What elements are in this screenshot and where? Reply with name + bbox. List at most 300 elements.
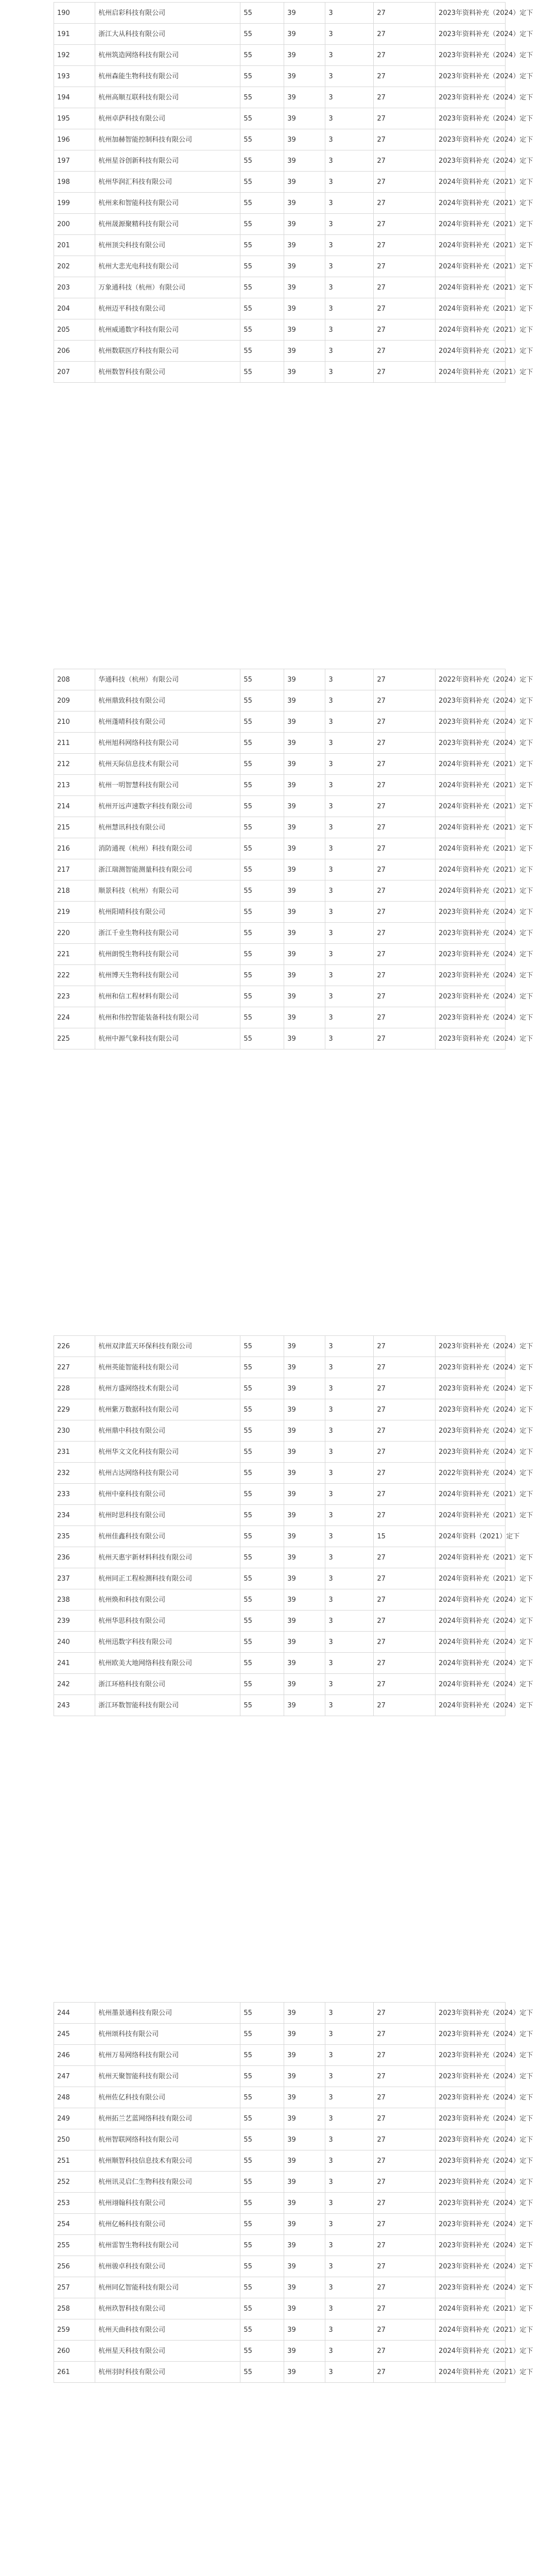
score-b: 39 (284, 2129, 325, 2150)
company-name: 杭州万易网络科技有限公司 (95, 2045, 240, 2066)
score-a: 55 (240, 1007, 284, 1028)
company-name: 杭州加赫智能控制科技有限公司 (95, 129, 240, 150)
score-d: 27 (374, 319, 436, 341)
row-number: 213 (54, 775, 95, 796)
company-name: 杭州英能智能科技有限公司 (95, 1357, 240, 1378)
score-d: 27 (374, 172, 436, 193)
table-row (54, 2256, 506, 2277)
score-b: 39 (284, 1484, 325, 1505)
score-b: 39 (284, 2172, 325, 2193)
score-a: 55 (240, 838, 284, 859)
score-b: 39 (284, 24, 325, 45)
table-row (54, 923, 506, 944)
score-b: 39 (284, 1420, 325, 1442)
status-note: 2023年资料补充（2024）定下 (436, 733, 506, 754)
score-b: 39 (284, 1442, 325, 1463)
score-c: 3 (325, 859, 374, 880)
table-row (54, 1695, 506, 1716)
table-row (54, 733, 506, 754)
score-c: 3 (325, 754, 374, 775)
company-name: 消防通视（杭州）科技有限公司 (95, 838, 240, 859)
score-b: 39 (284, 838, 325, 859)
row-number: 252 (54, 2172, 95, 2193)
score-c: 3 (325, 711, 374, 733)
score-b: 39 (284, 214, 325, 235)
score-a: 55 (240, 2214, 284, 2235)
status-note: 2024年资料补充（2021）定下 (436, 880, 506, 902)
score-d: 27 (374, 2150, 436, 2172)
status-note: 2023年资料补充（2024）定下 (436, 1378, 506, 1399)
score-b: 39 (284, 1589, 325, 1611)
score-b: 39 (284, 256, 325, 277)
company-name: 杭州中豪科技有限公司 (95, 1484, 240, 1505)
score-d: 27 (374, 1028, 436, 1049)
score-d: 27 (374, 2003, 436, 2024)
row-number: 236 (54, 1547, 95, 1568)
company-name: 杭州古达网络科技有限公司 (95, 1463, 240, 1484)
table-row (54, 256, 506, 277)
score-b: 39 (284, 965, 325, 986)
score-a: 55 (240, 1611, 284, 1632)
table-row (54, 711, 506, 733)
company-name: 杭州天惠宇新材料科技有限公司 (95, 1547, 240, 1568)
score-c: 3 (325, 3, 374, 24)
score-d: 27 (374, 150, 436, 172)
score-b: 39 (284, 669, 325, 690)
status-note: 2024年资料补充（2021）定下 (436, 2341, 506, 2362)
company-name: 杭州双津蓝天环保科技有限公司 (95, 1336, 240, 1357)
row-number: 255 (54, 2235, 95, 2256)
score-d: 27 (374, 66, 436, 87)
company-name: 杭州筑造网络科技有限公司 (95, 45, 240, 66)
table-row (54, 129, 506, 150)
company-name: 杭州玖智科技有限公司 (95, 2298, 240, 2319)
table-row (54, 2319, 506, 2341)
score-b: 39 (284, 319, 325, 341)
score-a: 55 (240, 1399, 284, 1420)
status-note: 2023年资料补充（2024）定下 (436, 2214, 506, 2235)
score-c: 3 (325, 2362, 374, 2383)
score-c: 3 (325, 2235, 374, 2256)
row-number: 192 (54, 45, 95, 66)
company-name: 杭州天曲科技有限公司 (95, 2319, 240, 2341)
score-c: 3 (325, 880, 374, 902)
company-name: 杭州佐亿科技有限公司 (95, 2087, 240, 2108)
score-a: 55 (240, 754, 284, 775)
status-note: 2023年资料补充（2024）定下 (436, 1442, 506, 1463)
table-row (54, 1399, 506, 1420)
table-row (54, 1442, 506, 1463)
status-note: 2024年资料补充（2021）定下 (436, 172, 506, 193)
score-d: 27 (374, 1484, 436, 1505)
company-name: 杭州数联医疗科技有限公司 (95, 341, 240, 362)
table-row (54, 2045, 506, 2066)
company-name: 顺景科技（杭州）有限公司 (95, 880, 240, 902)
table-row (54, 277, 506, 298)
score-b: 39 (284, 87, 325, 108)
score-d: 27 (374, 2362, 436, 2383)
company-name: 杭州来和智能科技有限公司 (95, 193, 240, 214)
status-note: 2024年资料补充（2021）定下 (436, 775, 506, 796)
table-row (54, 1632, 506, 1653)
score-a: 55 (240, 2235, 284, 2256)
score-a: 55 (240, 880, 284, 902)
status-note: 2024年资料补充（2021）定下 (436, 2298, 506, 2319)
table-row (54, 1589, 506, 1611)
score-c: 3 (325, 2172, 374, 2193)
score-a: 55 (240, 1378, 284, 1399)
score-c: 3 (325, 1007, 374, 1028)
table-row (54, 362, 506, 383)
score-b: 39 (284, 944, 325, 965)
company-name: 杭州鼎中科技有限公司 (95, 1420, 240, 1442)
score-c: 3 (325, 902, 374, 923)
company-name: 杭州迅数字科技有限公司 (95, 1632, 240, 1653)
table-row (54, 2277, 506, 2298)
company-name: 杭州晟源聚精科技有限公司 (95, 214, 240, 235)
company-name: 杭州紫万数据科技有限公司 (95, 1399, 240, 1420)
company-name: 杭州骏卓科技有限公司 (95, 2256, 240, 2277)
company-name: 杭州迈平科技有限公司 (95, 298, 240, 319)
score-a: 55 (240, 902, 284, 923)
company-name: 杭州同正工程检测科技有限公司 (95, 1568, 240, 1589)
score-c: 3 (325, 2214, 374, 2235)
table-row (54, 172, 506, 193)
table-row (54, 2003, 506, 2024)
score-c: 3 (325, 2045, 374, 2066)
score-a: 55 (240, 172, 284, 193)
score-d: 27 (374, 1674, 436, 1695)
row-number: 230 (54, 1420, 95, 1442)
row-number: 197 (54, 150, 95, 172)
record-table (54, 2, 533, 383)
score-d: 27 (374, 1505, 436, 1526)
score-c: 3 (325, 838, 374, 859)
status-note: 2023年资料补充（2024）定下 (436, 2235, 506, 2256)
row-number: 212 (54, 754, 95, 775)
score-d: 27 (374, 2277, 436, 2298)
row-number: 209 (54, 690, 95, 711)
score-b: 39 (284, 2193, 325, 2214)
score-b: 39 (284, 3, 325, 24)
score-c: 3 (325, 1336, 374, 1357)
status-note: 2024年资料补充（2021）定下 (436, 2319, 506, 2341)
status-note: 2024年资料补充（2024）定下 (436, 1695, 506, 1716)
table-row (54, 108, 506, 129)
company-name: 杭州天际信息技术有限公司 (95, 754, 240, 775)
score-d: 27 (374, 775, 436, 796)
score-c: 3 (325, 298, 374, 319)
table-row (54, 87, 506, 108)
status-note: 2023年资料补充（2024）定下 (436, 2129, 506, 2150)
status-note: 2023年资料补充（2024）定下 (436, 150, 506, 172)
score-b: 39 (284, 2003, 325, 2024)
score-a: 55 (240, 108, 284, 129)
status-note: 2023年资料补充（2024）定下 (436, 24, 506, 45)
table-row (54, 1357, 506, 1378)
score-a: 55 (240, 87, 284, 108)
score-d: 27 (374, 362, 436, 383)
table-row (54, 235, 506, 256)
row-number: 214 (54, 796, 95, 817)
company-name: 杭州佳鑫科技有限公司 (95, 1526, 240, 1547)
status-note: 2023年资料补充（2024）定下 (436, 2150, 506, 2172)
company-name: 杭州数智科技有限公司 (95, 362, 240, 383)
score-c: 3 (325, 66, 374, 87)
table-row (54, 1674, 506, 1695)
score-b: 39 (284, 341, 325, 362)
table-row (54, 1463, 506, 1484)
score-b: 39 (284, 2277, 325, 2298)
score-c: 3 (325, 986, 374, 1007)
score-c: 3 (325, 172, 374, 193)
score-c: 3 (325, 1526, 374, 1547)
score-b: 39 (284, 1336, 325, 1357)
row-number: 203 (54, 277, 95, 298)
row-number: 231 (54, 1442, 95, 1463)
score-a: 55 (240, 944, 284, 965)
score-a: 55 (240, 2024, 284, 2045)
status-note: 2022年资料补充（2024）定下 (436, 669, 506, 690)
score-a: 55 (240, 1632, 284, 1653)
score-d: 15 (374, 1526, 436, 1547)
status-note: 2023年资料补充（2024）定下 (436, 66, 506, 87)
row-number: 261 (54, 2362, 95, 2383)
score-c: 3 (325, 150, 374, 172)
score-a: 55 (240, 341, 284, 362)
score-c: 3 (325, 965, 374, 986)
status-note: 2024年资料补充（2021）定下 (436, 319, 506, 341)
score-a: 55 (240, 859, 284, 880)
company-name: 杭州方盛网络技术有限公司 (95, 1378, 240, 1399)
score-d: 27 (374, 817, 436, 838)
score-b: 39 (284, 902, 325, 923)
status-note: 2023年资料补充（2024）定下 (436, 87, 506, 108)
score-a: 55 (240, 2066, 284, 2087)
score-a: 55 (240, 986, 284, 1007)
score-b: 39 (284, 2214, 325, 2235)
status-note: 2023年资料补充（2024）定下 (436, 2108, 506, 2129)
company-name: 杭州时思科技有限公司 (95, 1505, 240, 1526)
score-a: 55 (240, 193, 284, 214)
company-name: 杭州墨景通科技有限公司 (95, 2003, 240, 2024)
status-note: 2023年资料补充（2024）定下 (436, 1007, 506, 1028)
score-a: 55 (240, 2193, 284, 2214)
table-row (54, 2298, 506, 2319)
status-note: 2023年资料补充（2024）定下 (436, 986, 506, 1007)
score-b: 39 (284, 2362, 325, 2383)
row-number: 244 (54, 2003, 95, 2024)
score-b: 39 (284, 2150, 325, 2172)
row-number: 248 (54, 2087, 95, 2108)
company-name: 杭州羽时科技有限公司 (95, 2362, 240, 2383)
score-b: 39 (284, 859, 325, 880)
status-note: 2023年资料补充（2024）定下 (436, 2277, 506, 2298)
score-a: 55 (240, 3, 284, 24)
score-b: 39 (284, 2045, 325, 2066)
table-row (54, 1420, 506, 1442)
row-number: 210 (54, 711, 95, 733)
status-note: 2024年资料补充（2021）定下 (436, 277, 506, 298)
score-a: 55 (240, 2319, 284, 2341)
row-number: 200 (54, 214, 95, 235)
score-b: 39 (284, 2341, 325, 2362)
table-row (54, 859, 506, 880)
status-note: 2023年资料补充（2024）定下 (436, 902, 506, 923)
row-number: 253 (54, 2193, 95, 2214)
row-number: 195 (54, 108, 95, 129)
row-number: 218 (54, 880, 95, 902)
score-d: 27 (374, 2108, 436, 2129)
company-name: 杭州星天科技有限公司 (95, 2341, 240, 2362)
score-c: 3 (325, 2108, 374, 2129)
company-name: 浙江环数智能科技有限公司 (95, 1695, 240, 1716)
score-d: 27 (374, 108, 436, 129)
score-d: 27 (374, 1653, 436, 1674)
row-number: 237 (54, 1568, 95, 1589)
status-note: 2022年资料补充（2024）定下 (436, 1463, 506, 1484)
score-c: 3 (325, 1442, 374, 1463)
row-number: 196 (54, 129, 95, 150)
status-note: 2024年资料补充（2021）定下 (436, 1547, 506, 1568)
company-name: 万象通科技（杭州）有限公司 (95, 277, 240, 298)
row-number: 215 (54, 817, 95, 838)
score-d: 27 (374, 2193, 436, 2214)
score-c: 3 (325, 87, 374, 108)
row-number: 243 (54, 1695, 95, 1716)
score-a: 55 (240, 319, 284, 341)
score-b: 39 (284, 2108, 325, 2129)
table-row (54, 2066, 506, 2087)
status-note: 2024年资料补充（2024）定下 (436, 1674, 506, 1695)
score-c: 3 (325, 1695, 374, 1716)
status-note: 2023年资料补充（2024）定下 (436, 2045, 506, 2066)
status-note: 2024年资料补充（2024）定下 (436, 1611, 506, 1632)
score-a: 55 (240, 817, 284, 838)
row-number: 232 (54, 1463, 95, 1484)
score-b: 39 (284, 1674, 325, 1695)
score-b: 39 (284, 733, 325, 754)
company-name: 杭州讯灵启仁生物科技有限公司 (95, 2172, 240, 2193)
score-b: 39 (284, 923, 325, 944)
score-d: 27 (374, 2341, 436, 2362)
score-c: 3 (325, 1505, 374, 1526)
table-row (54, 150, 506, 172)
status-note: 2024年资料补充（2021）定下 (436, 859, 506, 880)
score-b: 39 (284, 2319, 325, 2341)
score-b: 39 (284, 690, 325, 711)
score-b: 39 (284, 880, 325, 902)
table-row (54, 3, 506, 24)
score-d: 27 (374, 838, 436, 859)
score-a: 55 (240, 796, 284, 817)
company-name: 浙江瑞测智能测量科技有限公司 (95, 859, 240, 880)
status-note: 2024年资料（2021）定下 (436, 1526, 506, 1547)
company-name: 杭州威通数字科技有限公司 (95, 319, 240, 341)
score-c: 3 (325, 108, 374, 129)
status-note: 2023年资料补充（2024）定下 (436, 1028, 506, 1049)
score-a: 55 (240, 1484, 284, 1505)
score-d: 27 (374, 277, 436, 298)
score-c: 3 (325, 2150, 374, 2172)
table-row (54, 2108, 506, 2129)
company-name: 杭州天聚智能科技有限公司 (95, 2066, 240, 2087)
score-b: 39 (284, 298, 325, 319)
table-row (54, 2214, 506, 2235)
score-a: 55 (240, 2362, 284, 2383)
row-number: 205 (54, 319, 95, 341)
score-b: 39 (284, 235, 325, 256)
row-number: 223 (54, 986, 95, 1007)
status-note: 2023年资料补充（2024）定下 (436, 3, 506, 24)
score-a: 55 (240, 775, 284, 796)
score-b: 39 (284, 754, 325, 775)
status-note: 2023年资料补充（2024）定下 (436, 711, 506, 733)
score-d: 27 (374, 1547, 436, 1568)
row-number: 228 (54, 1378, 95, 1399)
company-name: 杭州亿畅科技有限公司 (95, 2214, 240, 2235)
status-note: 2023年资料补充（2024）定下 (436, 1336, 506, 1357)
score-a: 55 (240, 1695, 284, 1716)
table-row (54, 796, 506, 817)
record-table (54, 1335, 533, 1716)
score-d: 27 (374, 880, 436, 902)
row-number: 241 (54, 1653, 95, 1674)
table-row (54, 2193, 506, 2214)
row-number: 233 (54, 1484, 95, 1505)
company-name: 杭州华文文化科技有限公司 (95, 1442, 240, 1463)
score-b: 39 (284, 2235, 325, 2256)
table-row (54, 1526, 506, 1547)
score-b: 39 (284, 1505, 325, 1526)
table-row (54, 66, 506, 87)
score-d: 27 (374, 2256, 436, 2277)
table-row (54, 902, 506, 923)
score-a: 55 (240, 2172, 284, 2193)
score-d: 27 (374, 690, 436, 711)
score-d: 27 (374, 1007, 436, 1028)
row-number: 193 (54, 66, 95, 87)
table-row (54, 1484, 506, 1505)
status-note: 2024年资料补充（2021）定下 (436, 341, 506, 362)
score-a: 55 (240, 24, 284, 45)
company-name: 杭州鼎致科技有限公司 (95, 690, 240, 711)
score-c: 3 (325, 277, 374, 298)
score-d: 27 (374, 965, 436, 986)
status-note: 2024年资料补充（2021）定下 (436, 796, 506, 817)
table-row (54, 45, 506, 66)
row-number: 239 (54, 1611, 95, 1632)
company-name: 杭州华润汇科技有限公司 (95, 172, 240, 193)
row-number: 246 (54, 2045, 95, 2066)
company-name: 杭州中源气象科技有限公司 (95, 1028, 240, 1049)
score-a: 55 (240, 214, 284, 235)
score-a: 55 (240, 256, 284, 277)
table-row (54, 2129, 506, 2150)
company-name: 浙江千业生物科技有限公司 (95, 923, 240, 944)
row-number: 225 (54, 1028, 95, 1049)
status-note: 2024年资料补充（2024）定下 (436, 1653, 506, 1674)
score-c: 3 (325, 690, 374, 711)
score-d: 27 (374, 1568, 436, 1589)
table-row (54, 24, 506, 45)
score-d: 27 (374, 87, 436, 108)
score-b: 39 (284, 1547, 325, 1568)
row-number: 235 (54, 1526, 95, 1547)
row-number: 224 (54, 1007, 95, 1028)
score-d: 27 (374, 2024, 436, 2045)
score-c: 3 (325, 1568, 374, 1589)
